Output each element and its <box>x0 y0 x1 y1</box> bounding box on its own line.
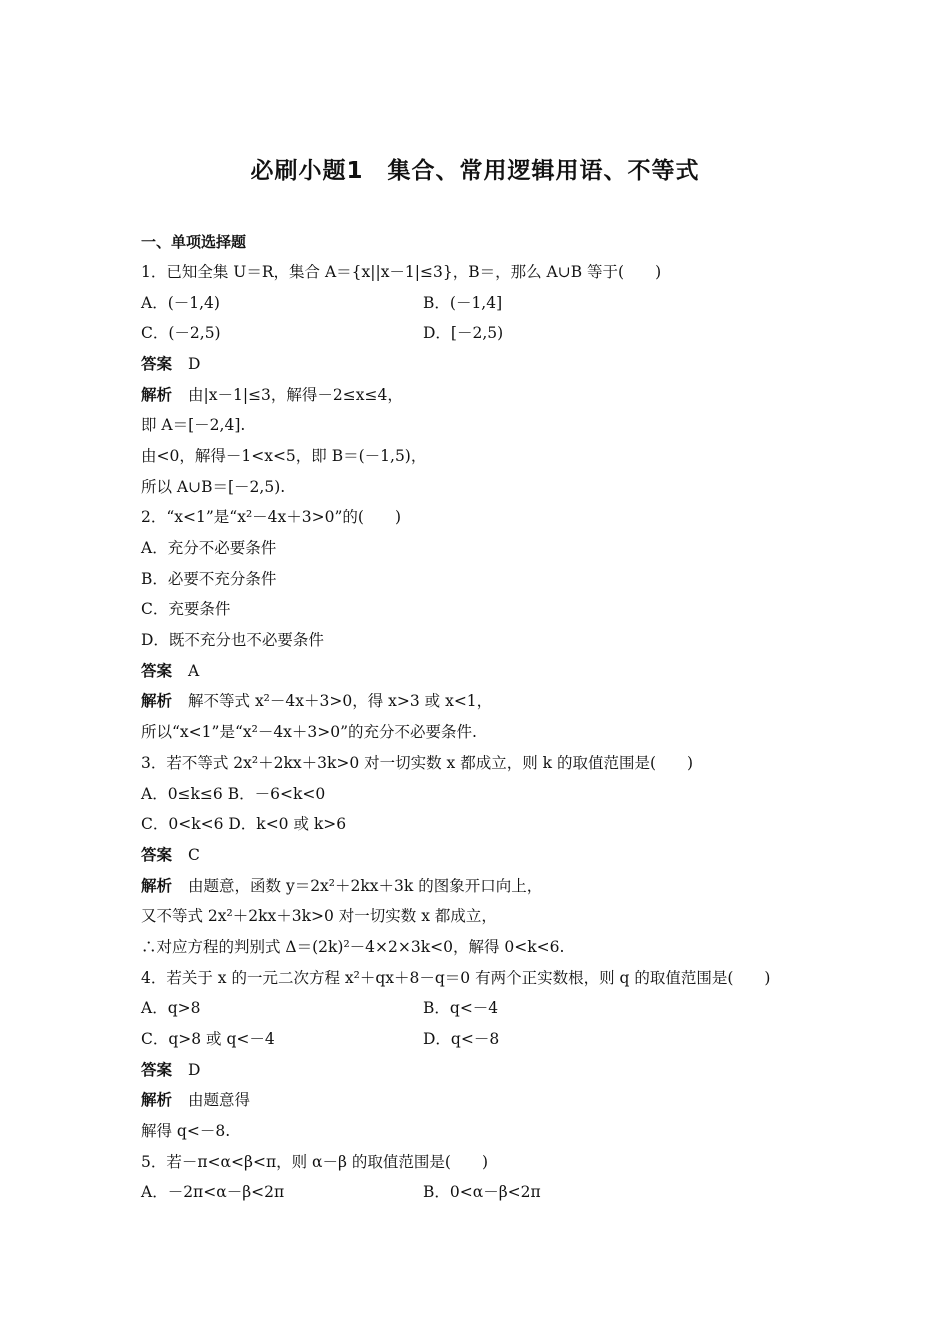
q2-option-c: C．充要条件 <box>141 600 231 618</box>
q4-option-b: B．q<－4 <box>423 999 499 1017</box>
q3-solution-1: 由题意，函数 y＝2x²＋2kx＋3k 的图象开口向上， <box>188 877 543 895</box>
q1-solution-1: 由|x－1|≤3，解得－2≤x≤4， <box>188 386 403 404</box>
q1-option-d: D．[－2,5) <box>423 324 504 342</box>
answer-label: 答案 <box>141 355 173 373</box>
q1-option-b: B．(－1,4] <box>423 294 503 312</box>
q2-solution-2: 所以“x<1”是“x²－4x＋3>0”的充分不必要条件. <box>141 723 477 741</box>
q2-stem: 2．“x<1”是“x²－4x＋3>0”的( ) <box>141 508 402 526</box>
analysis-label: 解析 <box>141 692 173 710</box>
q5-stem: 5．若－π<α<β<π，则 α－β 的取值范围是( ) <box>141 1153 489 1171</box>
analysis-label: 解析 <box>141 1091 173 1109</box>
q1-stem: 1．已知全集 U＝R，集合 A＝{x||x－1|≤3}，B＝，那么 A∪B 等于( ) <box>141 263 662 281</box>
q1-answer-value: D <box>188 355 201 373</box>
q3-stem: 3．若不等式 2x²＋2kx＋3k>0 对一切实数 x 都成立，则 k 的取值范围是( ) <box>141 754 694 772</box>
answer-label: 答案 <box>141 662 173 680</box>
answer-label: 答案 <box>141 1061 173 1079</box>
q1-solution-2: 即 A＝[－2,4]. <box>141 416 246 434</box>
q4-solution-1: 由题意得 <box>188 1091 251 1109</box>
q3-answer-value: C <box>188 846 200 864</box>
q1-analysis <box>141 385 403 405</box>
page-title: 必刷小题1 集合、常用逻辑用语、不等式 <box>250 158 700 184</box>
q4-answer-value: D <box>188 1061 201 1079</box>
q3-answer <box>141 845 200 865</box>
q1-solution-4: 所以 A∪B＝[－2,5). <box>141 478 286 496</box>
q1-option-c: C．(－2,5) <box>141 324 221 342</box>
q1-option-a: A．(－1,4) <box>141 294 220 312</box>
q3-analysis <box>141 876 542 896</box>
q5-option-a: A．－2π<α－β<2π <box>141 1183 285 1201</box>
q1-answer <box>141 354 200 374</box>
q5-option-b: B．0<α－β<2π <box>423 1183 541 1201</box>
q3-solution-2: 又不等式 2x²＋2kx＋3k>0 对一切实数 x 都成立， <box>141 907 497 925</box>
q3-options-ab: A．0≤k≤6 B．－6<k<0 <box>141 785 326 803</box>
q4-stem: 4．若关于 x 的一元二次方程 x²＋qx＋8－q＝0 有两个正实数根，则 q 的取值范围是( ) <box>141 969 771 987</box>
q2-analysis <box>141 691 492 711</box>
q2-option-d: D．既不充分也不必要条件 <box>141 631 324 649</box>
q4-answer <box>141 1060 200 1080</box>
q2-solution-1: 解不等式 x²－4x＋3>0，得 x>3 或 x<1， <box>188 692 493 710</box>
q4-solution-2: 解得 q<－8. <box>141 1122 231 1140</box>
analysis-label: 解析 <box>141 877 173 895</box>
q4-option-c: C．q>8 或 q<－4 <box>141 1030 275 1048</box>
analysis-label: 解析 <box>141 386 173 404</box>
q2-answer-value: A <box>188 662 200 680</box>
section-heading: 一、单项选择题 <box>141 233 247 251</box>
q2-option-b: B．必要不充分条件 <box>141 570 277 588</box>
q1-solution-3: 由<0，解得－1<x<5，即 B＝(－1,5)， <box>141 447 427 465</box>
q3-solution-3: ∴对应方程的判别式 Δ＝(2k)²－4×2×3k<0，解得 0<k<6. <box>141 938 565 956</box>
q2-option-a: A．充分不必要条件 <box>141 539 277 557</box>
q4-option-d: D．q<－8 <box>423 1030 500 1048</box>
q4-option-a: A．q>8 <box>141 999 201 1017</box>
answer-label: 答案 <box>141 846 173 864</box>
q4-analysis <box>141 1090 250 1110</box>
q2-answer <box>141 661 199 681</box>
q3-options-cd: C．0<k<6 D．k<0 或 k>6 <box>141 815 347 833</box>
